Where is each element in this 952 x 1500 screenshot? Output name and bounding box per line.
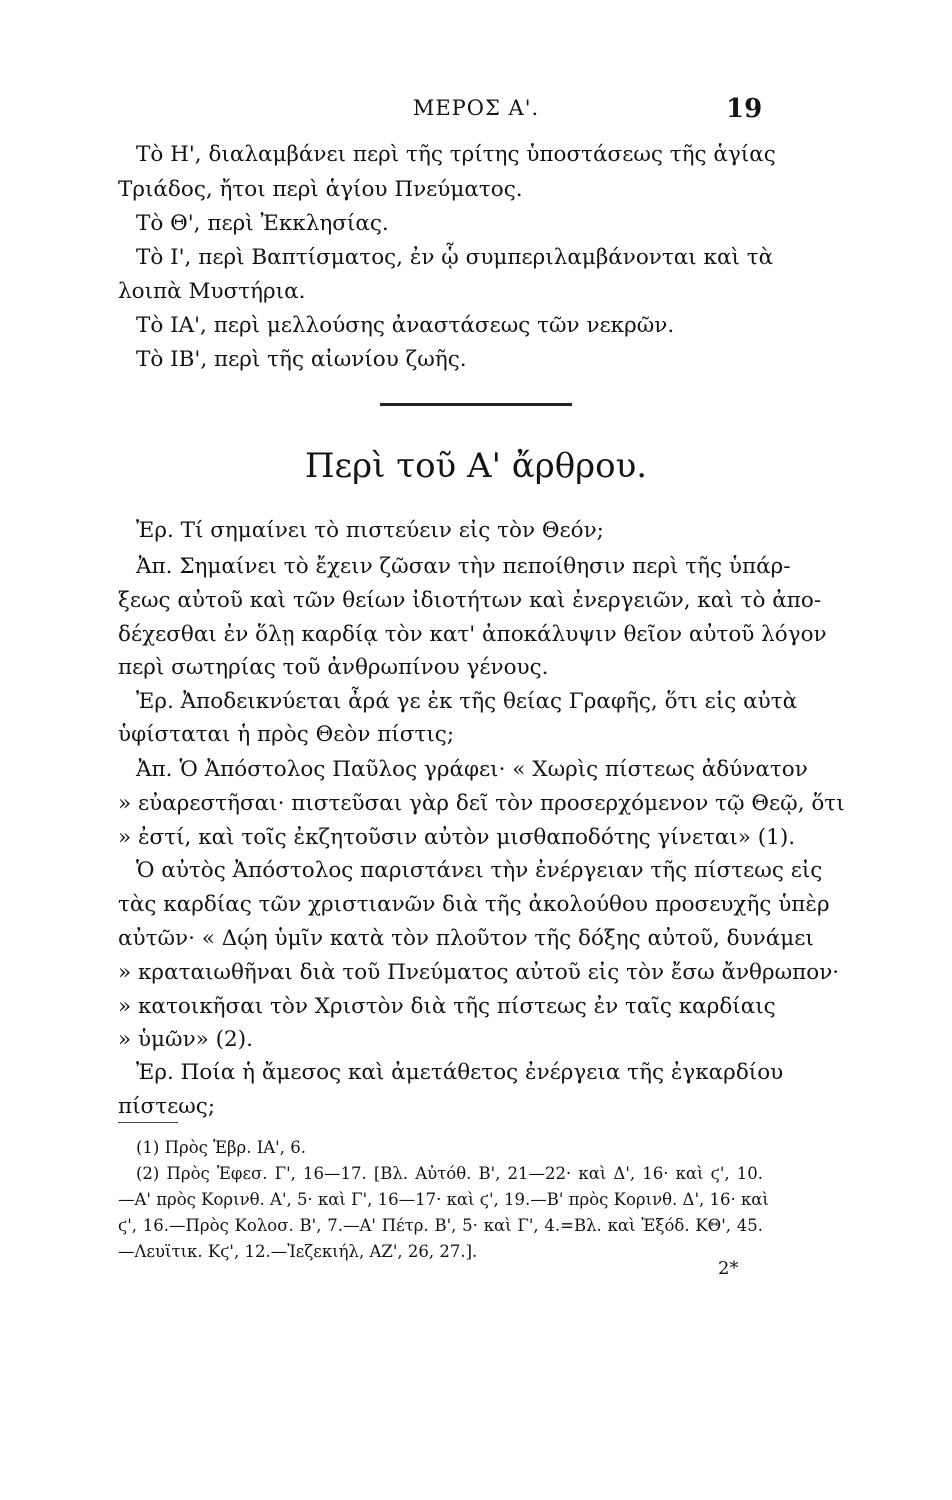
text-line: ξεως αὐτοῦ καὶ τῶν θείων ἰδιοτήτων καὶ ἐνεργειῶν, καὶ τὸ ἀπο- (118, 588, 822, 613)
text-line: περὶ σωτηρίας τοῦ ἀνθρωπίνου γένους. (118, 655, 549, 680)
text-line: πίστεως; (118, 1094, 216, 1119)
footnote-divider (118, 1122, 178, 1123)
page-number: 19 (726, 94, 763, 124)
footnote-line: —Α' πρὸς Κορινθ. Α', 5· καὶ Γ', 16—17· καὶ ϛ', 19.—Β' πρὸς Κορινθ. Δ', 16· καὶ (118, 1190, 769, 1209)
text-line: αὐτῶν· « Δῴη ὑμῖν κατὰ τὸν πλοῦτον τῆς δόξης αὐτοῦ, δυνάμει (118, 926, 814, 951)
text-line: Τριάδος, ἤτοι περὶ ἁγίου Πνεύματος. (118, 177, 523, 202)
section-divider (380, 403, 572, 406)
text-line: Ἀπ. Σημαίνει τὸ ἔχειν ζῶσαν τὴν πεποίθησιν περὶ τῆς ὑπάρ- (136, 554, 791, 579)
text-line: Τὸ ΙΑ', περὶ μελλούσης ἀναστάσεως τῶν νεκρῶν. (136, 313, 675, 338)
footnote-line: ϛ', 16.—Πρὸς Κολοσ. Β', 7.—Α' Πέτρ. Β', 5· καὶ Γ', 4.=Βλ. καὶ Ἐξόδ. ΚΘ', 45. (118, 1216, 763, 1235)
text-line: Ἀπ. Ὁ Ἀπόστολος Παῦλος γράφει· « Χωρὶς πίστεως ἀδύνατον (136, 757, 808, 782)
running-header: ΜΕΡΟΣ Α'. (412, 96, 540, 120)
text-line: Τὸ Η', διαλαμβάνει περὶ τῆς τρίτης ὑποστάσεως τῆς ἁγίας (136, 142, 776, 167)
text-line: Ὁ αὐτὸς Ἀπόστολος παριστάνει τὴν ἐνέργειαν τῆς πίστεως εἰς (136, 858, 823, 883)
text-line: δέχεσθαι ἐν ὅλῃ καρδίᾳ τὸν κατ' ἀποκάλυψιν θεῖον αὐτοῦ λόγον (118, 622, 827, 647)
text-line: λοιπὰ Μυστήρια. (118, 279, 306, 304)
text-line: » ἐστί, καὶ τοῖς ἐκζητοῦσιν αὐτὸν μισθαποδότης γίνεται» (1). (118, 825, 796, 850)
text-line: Τὸ ΙΒ', περὶ τῆς αἰωνίου ζωῆς. (136, 347, 467, 372)
text-line: » ὑμῶν» (2). (118, 1027, 253, 1052)
text-line: Ἐρ. Ἀποδεικνύεται ἆρά γε ἐκ τῆς θείας Γραφῆς, ὅτι εἰς αὐτὰ (136, 689, 798, 714)
text-line: ὑφίσταται ἡ πρὸς Θεὸν πίστις; (118, 722, 455, 747)
footnote-line: (1) Πρὸς Ἑβρ. ΙΑ', 6. (136, 1138, 306, 1157)
text-line: » εὐαρεστῆσαι· πιστεῦσαι γὰρ δεῖ τὸν προσερχόμενον τῷ Θεῷ, ὅτι (118, 791, 845, 816)
text-line: » κραταιωθῆναι διὰ τοῦ Πνεύματος αὐτοῦ εἰς τὸν ἔσω ἄνθρωπον· (118, 960, 840, 985)
text-line: Ἐρ. Τί σημαίνει τὸ πιστεύειν εἰς τὸν Θεόν; (136, 518, 604, 543)
text-line: » κατοικῆσαι τὸν Χριστὸν διὰ τῆς πίστεως ἐν ταῖς καρδίαις (118, 994, 776, 1019)
footnote-line: (2) Πρὸς Ἐφεσ. Γ', 16—17. [Βλ. Αὐτόθ. Β', 21—22· καὶ Δ', 16· καὶ ϛ', 10. (136, 1164, 763, 1183)
footnote-line: —Λευϊτικ. Κϛ', 12.—Ἰεζεκιήλ, ΑΖ', 26, 27.]. (118, 1242, 478, 1261)
signature-mark: 2* (718, 1258, 739, 1279)
text-line: τὰς καρδίας τῶν χριστιανῶν διὰ τῆς ἀκολούθου προσευχῆς ὑπὲρ (118, 892, 830, 917)
text-line: Τὸ Ι', περὶ Βαπτίσματος, ἐν ᾧ συμπεριλαμβάνονται καὶ τὰ (136, 245, 774, 270)
text-line: Τὸ Θ', περὶ Ἐκκλησίας. (136, 211, 389, 236)
text-line: Ἐρ. Ποία ἡ ἄμεσος καὶ ἀμετάθετος ἐνέργεια τῆς ἐγκαρδίου (136, 1060, 784, 1085)
section-heading: Περὶ τοῦ Α' ἄρθρου. (304, 446, 648, 486)
